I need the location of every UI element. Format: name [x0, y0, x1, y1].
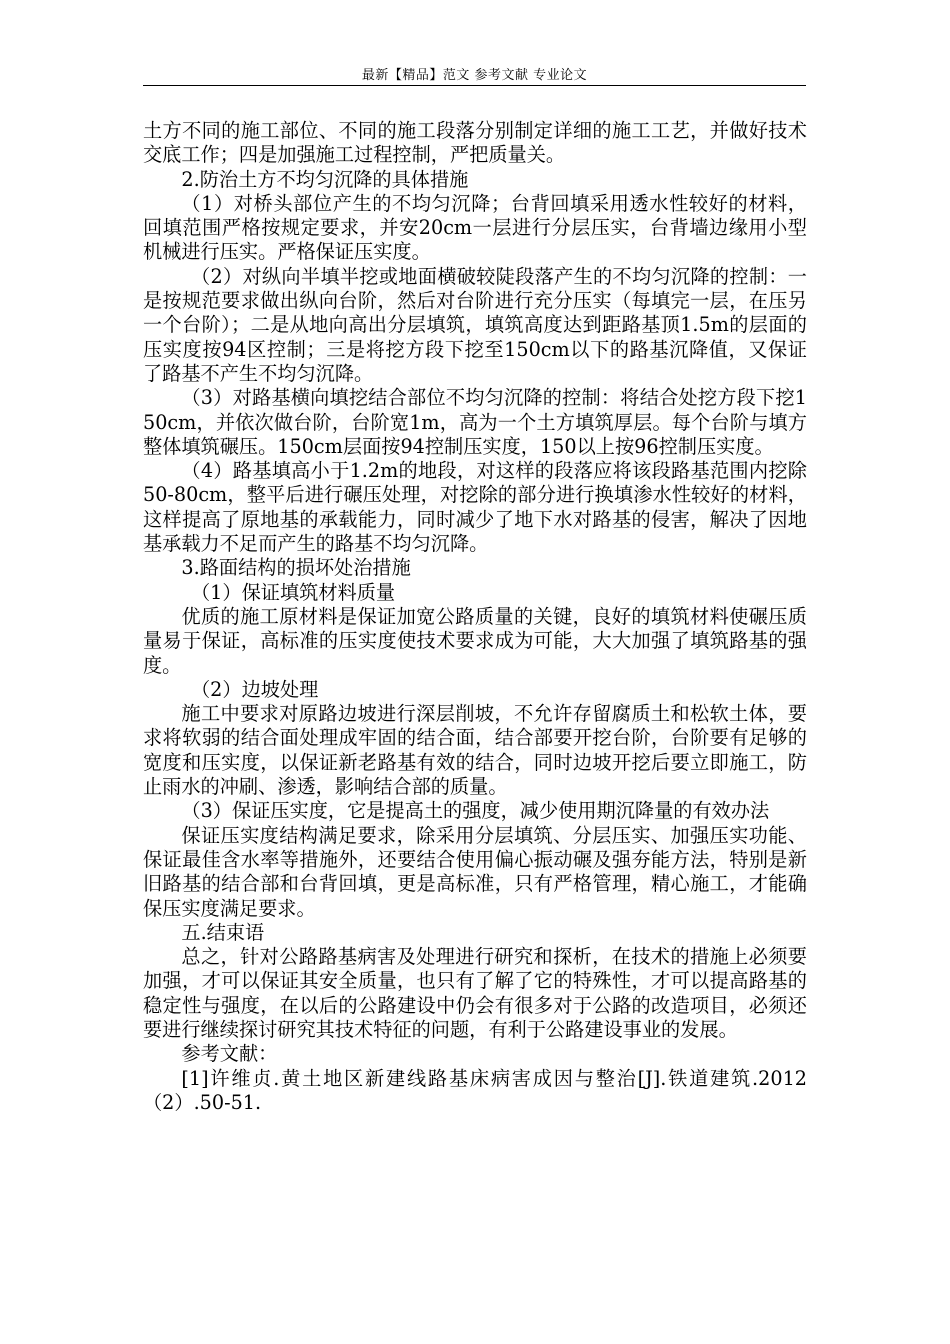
references-heading: 参考文献：	[181, 1042, 278, 1066]
subheading-fill-material: （1）保证填筑材料质量	[191, 580, 396, 604]
paragraph-bridge-abutment: （1）对桥头部位产生的不均匀沉降；台背回填采用透水性较好的材料，回填范围严格按规定要求，并安20cm一层进行分层压实，台背墙边缘用小型机械进行压实。严格保证压实度。	[143, 191, 807, 264]
section-heading-pavement-damage: 3.路面结构的损坏处治措施	[181, 556, 411, 580]
section-heading-uneven-settlement: 2.防治土方不均匀沉降的具体措施	[181, 167, 469, 191]
subheading-compaction: （3）保证压实度，它是提高土的强度，减少使用期沉降量的有效办法	[181, 799, 770, 823]
paragraph-continuation: 土方不同的施工部位、不同的施工段落分别制定详细的施工工艺，并做好技术交底工作；四是加强施工过程控制，严把质量关。	[143, 119, 807, 167]
section-heading-conclusion: 五.结束语	[181, 920, 265, 944]
paragraph-slope-treatment: 施工中要求对原路边坡进行深层削坡，不允许存留腐质土和松软土体，要求将软弱的结合面处理成牢固的结合面，结合部要开挖台阶，台阶要有足够的宽度和压实度，以保证新老路基有效的结合，同时边坡开挖后要立即施工，防止雨水的冲刷、渗透，影响结合部的质量。	[143, 702, 807, 799]
paragraph-half-fill-half-cut: （2）对纵向半填半挖或地面横破较陡段落产生的不均匀沉降的控制：一是按规范要求做出纵向台阶，然后对台阶进行充分压实（每填完一层，在压另一个台阶）；二是从地向高出分层填筑，填筑高度达到距路基顶1.5m的层面的压实度按94区控制；三是将挖方段下挖至150cm以下的路基沉降值，又保证了路基不产生不均匀沉降。	[143, 264, 807, 385]
page-header: 最新【精品】范文 参考文献 专业论文	[361, 68, 588, 83]
paragraph-fill-material: 优质的施工原材料是保证加宽公路质量的关键，良好的填筑材料使碾压质量易于保证，高标准的压实度使技术要求成为可能，大大加强了填筑路基的强度。	[143, 604, 807, 677]
document-body	[143, 119, 807, 1115]
paragraph-low-fill-section: （4）路基填高小于1.2m的地段，对这样的段落应将该段路基范围内挖除50-80cm，整平后进行碾压处理，对挖除的部分进行换填渗水性较好的材料，这样提高了原地基的承载能力，同时减少了地下水对路基的侵害，解决了因地基承载力不足而产生的路基不均匀沉降。	[143, 459, 807, 556]
reference-item: [1]许维贞.黄土地区新建线路基床病害成因与整治[J].铁道建筑.2012（2）.50-51.	[143, 1066, 807, 1114]
paragraph-fill-cut-junction: （3）对路基横向填挖结合部位不均匀沉降的控制：将结合处挖方段下挖150cm，并依次做台阶，台阶宽1m，高为一个土方填筑厚层。每个台阶与填方整体填筑碾压。150cm层面按94控制压实度，150以上按96控制压实度。	[143, 386, 807, 458]
paragraph-compaction: 保证压实度结构满足要求，除采用分层填筑、分层压实、加强压实功能、保证最佳含水率等措施外，还要结合使用偏心振动碾及强夯能方法，特别是新旧路基的结合部和台背回填，更是高标准，只有严格管理，精心施工，才能确保压实度满足要求。	[143, 823, 807, 920]
header-rule	[143, 85, 806, 86]
paragraph-conclusion: 总之，针对公路路基病害及处理进行研究和探析，在技术的措施上必须要加强，才可以保证其安全质量，也只有了解了它的特殊性，才可以提高路基的稳定性与强度，在以后的公路建设中仍会有很多对于公路的改造项目，必须还要进行继续探讨研究其技术特征的问题，有利于公路建设事业的发展。	[143, 945, 807, 1041]
subheading-slope-treatment: （2）边坡处理	[191, 677, 319, 701]
